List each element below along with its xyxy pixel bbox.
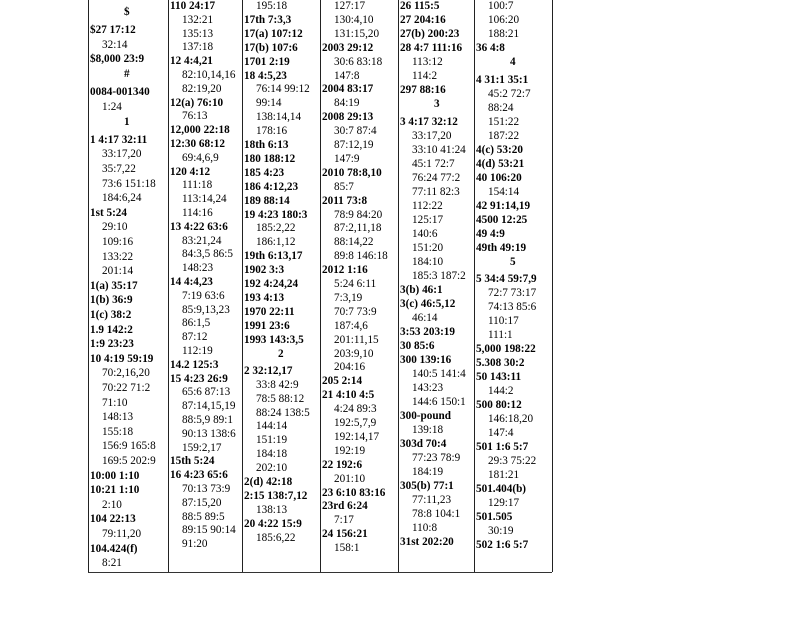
index-subentry: 151:22 [488,115,520,128]
index-subentry: 7:17 [334,514,354,527]
index-subentry: 78:5 88:12 [256,392,305,405]
section-heading: 3 [434,98,440,110]
index-subentry: 111:1 [488,329,513,341]
index-subentry: 110:8 [412,521,438,534]
index-subentry: 192:5,7,9 [334,417,377,429]
index-subentry: 127:17 [334,0,366,12]
index-term: 104 22:13 [90,513,136,526]
index-subentry: 87:15,20 [182,496,222,509]
index-subentry: 202:10 [256,462,288,475]
index-term: 1(a) 35:17 [90,279,138,292]
index-subentry: 76:13 [182,110,208,123]
index-term: 2010 78:8,10 [322,166,382,179]
index-term: 19th 6:13,17 [244,250,303,263]
index-subentry: 86:1,5 [182,317,211,330]
index-subentry: 148:23 [182,262,214,275]
section-heading: # [124,68,130,81]
index-subentry: 132:21 [182,13,214,26]
index-subentry: 78:8 104:1 [412,507,461,520]
index-subentry: 33:17,20 [412,129,452,142]
section-heading: $ [124,6,130,18]
index-subentry: 45:1 72:7 [412,157,455,170]
index-subentry: 91:20 [182,538,208,551]
index-term: 22 192:6 [322,458,363,471]
index-term: 1(c) 38:2 [90,308,132,321]
index-term: 297 88:16 [400,84,446,96]
index-subentry: 72:7 73:17 [488,287,537,299]
column-rule [168,0,169,572]
index-term: 300 139:16 [400,353,452,366]
index-term: 10:00 1:10 [90,469,140,482]
index-subentry: 84:3,5 86:5 [182,248,233,261]
index-subentry: 112:22 [412,199,443,212]
index-subentry: 30:6 83:18 [334,55,383,68]
index-subentry: 113:12 [412,56,443,68]
index-column-6 [476,0,552,572]
index-subentry: 88:14,22 [334,236,374,249]
index-term: 14.2 125:3 [170,358,219,371]
index-subentry: 83:21,24 [182,234,222,247]
index-subentry: 87:12 [182,331,208,344]
section-heading: 4 [510,56,516,68]
index-term: 18 4:5,23 [244,69,287,82]
index-subentry: 70:2,16,20 [102,367,150,380]
index-subentry: 178:16 [256,125,288,138]
index-subentry: 204:16 [334,361,366,374]
index-term: 4(c) 53:20 [476,143,523,156]
index-subentry: 112:19 [182,345,213,357]
index-subentry: 139:18 [412,423,444,436]
index-subentry: 137:18 [182,41,214,54]
index-term: 110 24:17 [170,0,216,12]
index-term: 120 4:12 [170,165,211,178]
index-term: 49 4:9 [476,227,505,240]
index-subentry: 89:8 146:18 [334,250,388,263]
index-term: 26 115:5 [400,0,440,12]
index-subentry: 188:21 [488,28,520,40]
index-subentry: 70:7 73:9 [334,305,377,318]
index-subentry: 100:7 [488,0,514,12]
index-subentry: 2:10 [102,498,122,511]
index-term: 186 4:12,23 [244,180,299,193]
index-subentry: 129:17 [488,497,520,509]
index-term: 4500 12:25 [476,213,528,226]
index-column-2 [170,0,242,572]
index-term: 305(b) 77:1 [400,479,454,492]
index-column-5 [400,0,474,572]
index-subentry: 33:17,20 [102,148,142,161]
index-subentry: 147:4 [488,427,514,439]
index-subentry: 78:9 84:20 [334,208,383,221]
index-subentry: 65:6 87:13 [182,386,231,399]
index-subentry: 138:13 [256,503,288,516]
section-heading: 5 [510,255,516,268]
index-term: 501 1:6 5:7 [476,441,529,453]
index-term: 2003 29:12 [322,41,374,54]
index-term: 13 4:22 63:6 [170,220,228,233]
index-subentry: 30:19 [488,525,514,537]
index-subentry: 88:5,9 89:1 [182,414,233,426]
index-subentry: 29:10 [102,221,128,234]
index-term: 17(b) 107:6 [244,41,298,54]
section-heading: 2 [278,347,284,360]
index-subentry: 113:14,24 [182,193,227,206]
index-subentry: 131:15,20 [334,27,380,40]
index-subentry: 33:8 42:9 [256,378,299,391]
index-subentry: 184:10 [412,255,444,268]
index-subentry: 76:14 99:12 [256,83,310,96]
index-term: 49th 49:19 [476,241,527,254]
index-subentry: 45:2 72:7 [488,87,531,100]
index-term: 180 188:12 [244,152,296,165]
index-subentry: 89:15 90:14 [182,524,236,537]
index-subentry: 106:20 [488,14,520,26]
column-rule [88,0,89,572]
index-term: 15th 5:24 [170,455,215,468]
index-term: 1902 3:3 [244,264,285,277]
index-term: 2011 73:8 [322,194,368,207]
index-subentry: 158:1 [334,542,360,555]
index-subentry: 109:16 [102,235,134,248]
index-term: 300-pound [400,409,451,422]
index-subentry: 82:10,14,16 [182,69,236,81]
index-subentry: 169:5 202:9 [102,454,156,467]
index-term: 1(b) 36:9 [90,294,133,307]
index-subentry: 154:14 [488,185,520,198]
column-rule [474,0,475,572]
index-subentry: 88:24 138:5 [256,406,310,419]
index-subentry: 99:14 [256,97,282,110]
index-subentry: 114:16 [182,207,213,219]
index-subentry: 192:19 [334,444,366,457]
index-subentry: 151:20 [412,241,444,254]
column-rule [552,0,553,572]
index-term: 500 80:12 [476,399,522,411]
column-rule [242,0,243,572]
index-subentry: 203:9,10 [334,347,374,360]
index-term: 18th 6:13 [244,139,289,151]
index-term: 23rd 6:24 [322,500,368,513]
index-subentry: 70:13 73:9 [182,483,231,495]
index-subentry: 148:13 [102,411,134,424]
index-subentry: 32:14 [102,38,128,51]
index-subentry: 201:11,15 [334,333,379,346]
index-term: 2 32:12,17 [244,364,293,377]
index-term: 205 2:14 [322,375,363,388]
index-term: 12,000 22:18 [170,124,230,137]
index-subentry: 71:10 [102,396,128,409]
index-term: 1701 2:19 [244,55,290,68]
index-term: 5 34:4 59:7,9 [476,273,537,285]
bottom-rule [88,572,552,573]
index-term: 192 4:24,24 [244,278,299,290]
index-subentry: 186:1,12 [256,236,296,249]
index-subentry: 151:19 [256,434,288,447]
index-term: 24 156:21 [322,528,368,541]
index-term: $8,000 23:9 [90,53,145,66]
index-term: 4 31:1 35:1 [476,73,529,86]
index-subentry: 144:6 150:1 [412,395,466,408]
index-subentry: 33:10 41:24 [412,143,466,156]
index-subentry: 114:2 [412,70,438,82]
index-subentry: 110:17 [488,315,519,327]
index-term: 3:53 203:19 [400,325,455,338]
index-subentry: 181:21 [488,469,520,481]
index-subentry: 140:6 [412,227,438,240]
index-subentry: 76:24 77:2 [412,171,461,184]
index-term: 1.9 142:2 [90,323,133,336]
index-term: 1970 22:11 [244,305,295,318]
index-term: 14 4:4,23 [170,276,213,288]
index-subentry: 1:24 [102,100,122,113]
index-term: $27 17:12 [90,24,136,37]
index-subentry: 156:9 165:8 [102,440,156,453]
index-term: 12(a) 76:10 [170,96,224,109]
index-subentry: 7:3,19 [334,291,363,304]
index-subentry: 155:18 [102,425,134,438]
index-term: 15 4:23 26:9 [170,372,228,385]
column-rule [398,0,399,572]
index-term: 16 4:23 65:6 [170,469,228,482]
index-term: 10:21 1:10 [90,484,140,497]
index-term: 10 4:19 59:19 [90,352,154,365]
index-subentry: 140:5 141:4 [412,367,466,380]
index-term: 189 88:14 [244,194,290,207]
index-subentry: 184:18 [256,448,288,461]
index-subentry: 79:11,20 [102,527,142,540]
index-subentry: 87:14,15,19 [182,400,236,413]
index-subentry: 8:21 [102,557,122,570]
index-subentry: 85:9,13,23 [182,303,230,316]
column-rule [320,0,321,572]
index-term: 3(b) 46:1 [400,283,443,296]
index-term: 30 85:6 [400,339,435,352]
index-term: 1st 5:24 [90,206,127,219]
index-term: 185 4:23 [244,166,285,179]
index-subentry: 74:13 85:6 [488,301,537,313]
index-subentry: 147:9 [334,152,360,165]
index-term: 5,000 198:22 [476,343,536,355]
index-subentry: 184:6,24 [102,192,142,205]
section-heading: 1 [124,115,130,128]
index-column-4 [322,0,398,572]
index-term: 3 4:17 32:12 [400,115,458,128]
index-subentry: 144:14 [256,420,288,433]
index-term: 2(d) 42:18 [244,476,293,489]
index-subentry: 77:11 82:3 [412,185,460,198]
index-subentry: 30:7 87:4 [334,125,377,138]
index-subentry: 159:2,17 [182,441,222,454]
index-subentry: 135:13 [182,27,214,40]
index-term: 12 4:4,21 [170,55,213,68]
index-subentry: 111:18 [182,179,213,192]
index-subentry: 185:2,22 [256,222,296,235]
index-subentry: 138:14,14 [256,111,302,124]
index-subentry: 195:18 [256,0,288,12]
index-term: 1:9 23:23 [90,338,134,351]
index-term: 1993 143:3,5 [244,333,304,346]
index-term: 21 4:10 4:5 [322,389,375,402]
index-subentry: 35:7,22 [102,162,136,175]
index-term: 40 106:20 [476,171,522,184]
index-subentry: 187:4,6 [334,319,368,332]
index-subentry: 146:18,20 [488,413,534,425]
index-term: 5.308 30:2 [476,357,525,369]
index-subentry: 192:14,17 [334,430,380,443]
index-term: 2012 1:16 [322,264,368,277]
index-term: 27(b) 200:23 [400,28,460,40]
index-term: 193 4:13 [244,291,285,304]
index-subentry: 187:22 [488,129,520,142]
index-subentry: 77:11,23 [412,493,452,506]
index-column-3 [244,0,320,572]
index-term: 4(d) 53:21 [476,157,525,170]
index-term: 12:30 68:12 [170,138,225,150]
index-term: 31st 202:20 [400,535,454,548]
index-subentry: 185:6,22 [256,531,296,544]
index-subentry: 87:12,19 [334,139,374,151]
index-term: 0084-001340 [90,86,150,99]
index-term: 17(a) 107:12 [244,27,303,40]
index-term: 104.424(f) [90,542,138,555]
index-subentry: 201:10 [334,472,366,485]
index-term: 20 4:22 15:9 [244,517,302,530]
index-subentry: 84:19 [334,97,360,110]
index-subentry: 70:22 71:2 [102,381,151,394]
index-term: 17th 7:3,3 [244,13,292,26]
index-term: 502 1:6 5:7 [476,539,529,551]
index-term: 501.505 [476,511,513,523]
index-subentry: 143:23 [412,381,444,394]
index-subentry: 73:6 151:18 [102,177,156,190]
index-term: 27 204:16 [400,14,446,26]
index-subentry: 88:5 89:5 [182,510,225,523]
index-subentry: 82:19,20 [182,82,222,95]
index-subentry: 69:4,6,9 [182,151,219,164]
index-term: 28 4:7 111:16 [400,42,463,54]
index-subentry: 5:24 6:11 [334,278,377,290]
index-term: 36 4:8 [476,42,505,54]
index-term: 50 143:11 [476,371,522,383]
index-subentry: 144:2 [488,385,514,397]
index-subentry: 185:3 187:2 [412,269,466,282]
index-subentry: 88:24 [488,101,514,114]
index-subentry: 4:24 89:3 [334,403,377,416]
index-subentry: 201:14 [102,265,134,278]
index-subentry: 29:3 75:22 [488,455,537,467]
index-term: 23 6:10 83:16 [322,486,386,499]
index-subentry: 87:2,11,18 [334,222,382,235]
index-subentry: 77:23 78:9 [412,451,461,464]
index-subentry: 130:4,10 [334,13,374,26]
index-term: 1 4:17 32:11 [90,133,148,146]
index-subentry: 46:14 [412,311,438,324]
index-term: 3(c) 46:5,12 [400,297,456,310]
index-term: 2:15 138:7,12 [244,489,308,502]
index-term: 501.404(b) [476,483,527,495]
index-term: 19 4:23 180:3 [244,208,308,221]
index-subentry: 85:7 [334,180,354,193]
index-subentry: 184:19 [412,465,444,478]
index-subentry: 7:19 63:6 [182,289,225,302]
index-term: 303d 70:4 [400,437,447,450]
index-subentry: 90:13 138:6 [182,427,236,440]
index-term: 2008 29:13 [322,111,374,124]
index-subentry: 147:8 [334,69,360,82]
index-term: 2004 83:17 [322,83,374,96]
index-term: 1991 23:6 [244,319,290,332]
index-subentry: 125:17 [412,213,444,226]
index-subentry: 133:22 [102,250,134,263]
index-term: 42 91:14,19 [476,199,531,212]
index-column-1 [90,0,168,572]
